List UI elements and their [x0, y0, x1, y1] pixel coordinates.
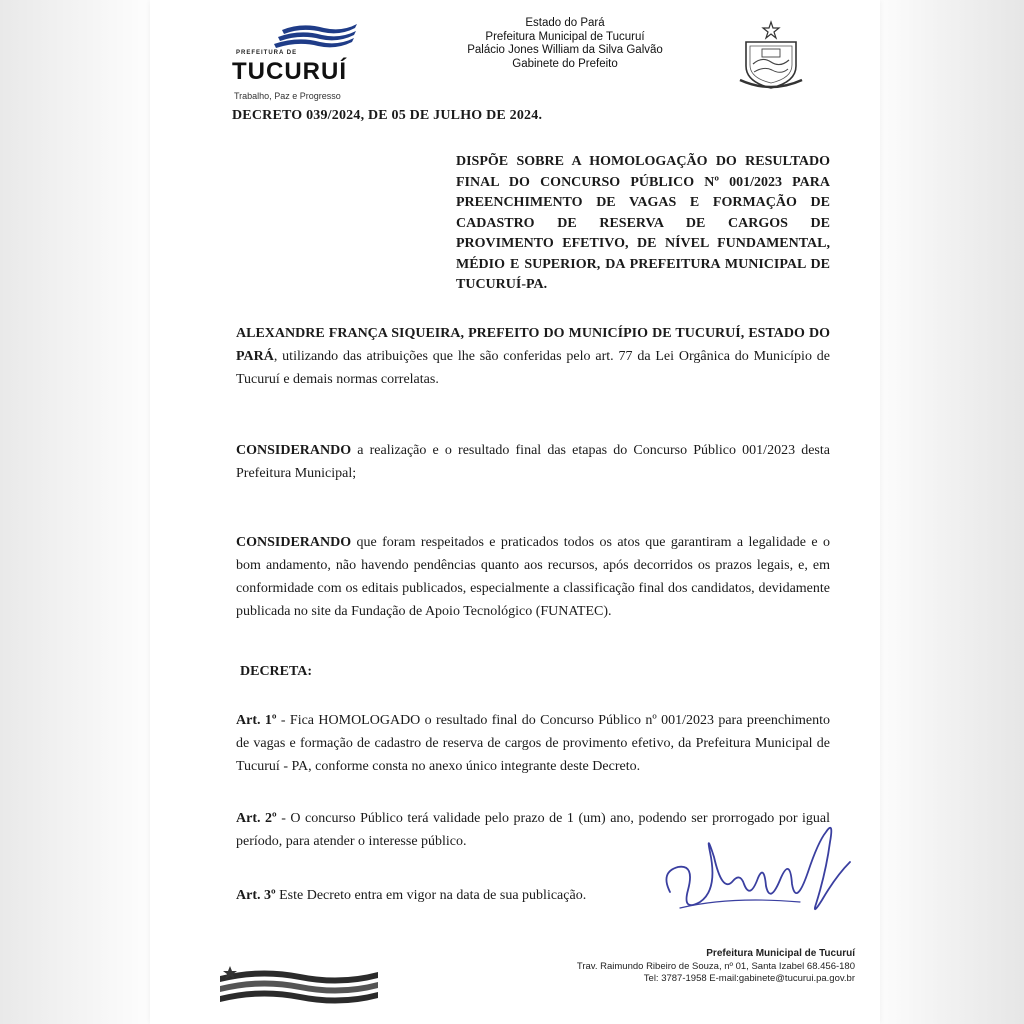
handwritten-signature — [640, 812, 870, 932]
article-3-label: Art. 3º — [236, 888, 276, 903]
considerando-paragraph-1 — [236, 439, 830, 485]
footer-contact: Tel: 3787-1958 E-mail:gabinete@tucurui.pa.gov.br — [643, 973, 855, 984]
header-line-state: Estado do Pará — [525, 17, 605, 29]
footer-address: Trav. Raimundo Ribeiro de Souza, nº 01, Santa Izabel 68.456-180 — [576, 960, 855, 972]
considerando-2-text: que foram respeitados e praticados todos os atos que garantiram a legalidade e o bom andamento, não havendo pendências quanto aos recursos, após decorridos os prazos legais, e, em conformidade com os editais publicados, especialmente a classificação final dos candidatos, devidamente publicada no site da Fundação de Apoio Tecnológico (FUNATEC). — [236, 535, 830, 619]
header-line-gabinete: Gabinete do Prefeito — [512, 57, 618, 70]
considerando-2-label: CONSIDERANDO — [236, 535, 352, 550]
blurred-background-left — [0, 0, 150, 1024]
footer-flag-icon — [220, 962, 380, 1010]
article-2-label: Art. 2º — [236, 811, 277, 826]
document-page — [150, 0, 880, 1024]
considerando-1-text: a realização e o resultado final das etapas do Concurso Público 001/2023 desta Prefeitura Municipal; — [236, 443, 830, 481]
logo-slogan: Trabalho, Paz e Progresso — [234, 91, 341, 101]
preamble-bold: ALEXANDRE FRANÇA SIQUEIRA, PREFEITO DO MUNICÍPIO DE TUCURUÍ, ESTADO DO PARÁ — [236, 326, 830, 364]
article-1-text: - Fica HOMOLOGADO o resultado final do Concurso Público nº 001/2023 para preenchimento de vagas e formação de cadastro de reserva de cargos de provimento efetivo, da Prefeitura Municipal de Tucuruí - PA, conforme consta no anexo único integrante deste Decreto. — [236, 713, 831, 774]
header-line-prefeitura: Prefeitura Municipal de Tucuruí — [485, 30, 645, 43]
article-3-text: Este Decreto entra em vigor na data de sua publicação. — [275, 888, 587, 903]
considerando-paragraph-2 — [236, 531, 830, 623]
blurred-background-right — [874, 0, 1024, 1024]
article-1-label: Art. 1º — [236, 713, 277, 728]
considerando-1-label: CONSIDERANDO — [236, 443, 352, 458]
article-2-text: - O concurso Público terá validade pelo prazo de 1 (um) ano, podendo ser prorrogado por igual período, para atender o interesse público. — [236, 811, 831, 849]
tucurui-logo — [232, 20, 372, 101]
article-1 — [236, 709, 830, 778]
flag-wave-icon — [272, 20, 364, 50]
header-line-palacio: Palácio Jones William da Silva Galvão — [467, 44, 663, 56]
decree-ementa: DISPÕE SOBRE A HOMOLOGAÇÃO DO RESULTADO FINAL DO CONCURSO PÚBLICO Nº 001/2023 PARA PREENCHIMENTO DE VAGAS E FORMAÇÃO DE CADASTRO DE RESERVA DE CARGOS DE PROVIMENTO EFETIVO, DE NÍVEL FUNDAMENTAL, MÉDIO E SUPERIOR, DA PREFEITURA MUNICIPAL DE TUCURUÍ-PA. — [456, 154, 830, 292]
footer-title: Prefeitura Municipal de Tucuruí — [706, 948, 855, 959]
header-block — [400, 17, 730, 71]
footer-block — [577, 948, 855, 986]
logo-name: TUCURUÍ — [232, 58, 347, 85]
logo-small-text: PREFEITURA DE — [236, 50, 298, 56]
preamble-text: , utilizando das atribuições que lhe são conferidas pelo art. 77 da Lei Orgânica do Município de Tucuruí e demais normas correlatas. — [236, 349, 830, 387]
coat-of-arms-icon — [736, 20, 806, 92]
decreta-heading: DECRETA: — [240, 664, 313, 679]
preamble-paragraph — [236, 322, 830, 391]
decree-title: DECRETO 039/2024, DE 05 DE JULHO DE 2024. — [232, 108, 543, 123]
